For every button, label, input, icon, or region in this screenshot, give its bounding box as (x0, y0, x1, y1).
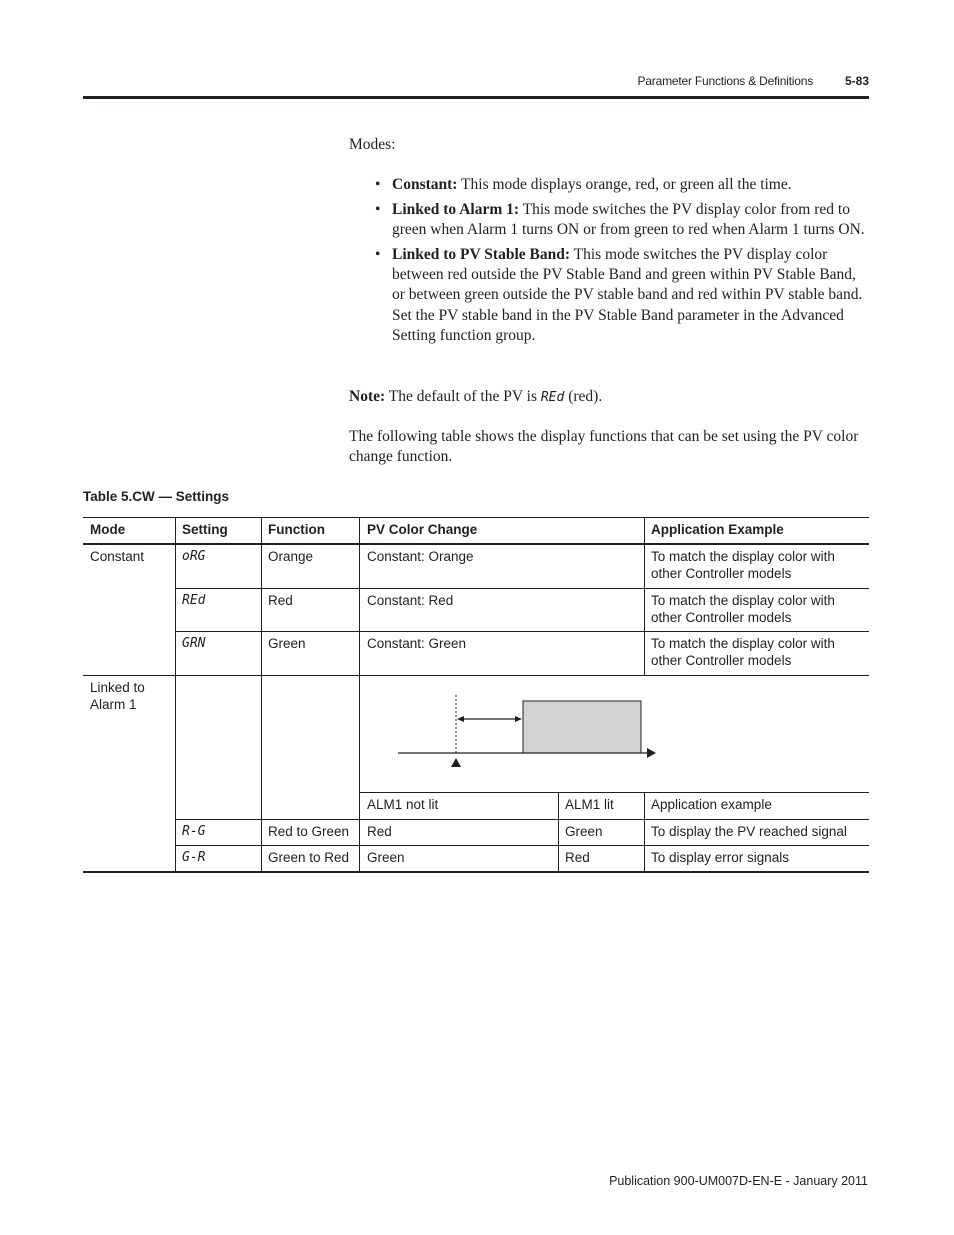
subheader-application-example: Application example (651, 797, 772, 812)
alm1-not-lit-cell: Green (367, 850, 405, 865)
row-divider (175, 819, 869, 820)
arrow-right-icon (515, 716, 522, 722)
application-example-cell: To display error signals (651, 850, 790, 865)
bullet-text: This mode switches the PV display color between red outside the PV Stable Band and green within PV Stable Band, or between green outside the PV stable band and red within PV stable band. Set the PV stable band in the PV Stable Band parameter in the Advanced Setting function group. (392, 245, 863, 345)
axis-arrow-icon (647, 748, 656, 758)
setting-code: oRG (182, 549, 206, 564)
application-example-cell: To match the display color with other Controller models (651, 636, 835, 668)
column-header-setting: Setting (182, 522, 228, 537)
row-divider (83, 675, 869, 676)
alm1-not-lit-cell: Red (367, 824, 392, 839)
pv-color-change-cell: Constant: Orange (367, 549, 474, 564)
column-divider (175, 517, 176, 872)
modes-list (375, 175, 870, 351)
setting-code: REd (182, 593, 206, 608)
setting-code: G-R (182, 850, 206, 865)
bullet-text: This mode switches the PV display color from red to green when Alarm 1 turns ON or from green to red when Alarm 1 turns ON. (392, 200, 865, 239)
note-text-before: The default of the PV is (385, 388, 541, 405)
column-header-pv-color-change: PV Color Change (367, 522, 478, 537)
arrow-left-icon (457, 716, 464, 722)
bullet-text: This mode displays orange, red, or green all the time. (457, 176, 792, 193)
note-code: REd (540, 390, 565, 405)
function-cell: Green (268, 636, 306, 651)
row-divider (175, 588, 869, 589)
column-divider (558, 792, 559, 872)
column-header-application-example: Application Example (651, 522, 784, 537)
function-cell: Green to Red (268, 850, 350, 865)
pv-color-change-cell: Constant: Red (367, 593, 454, 608)
alm1-lit-cell: Red (565, 850, 590, 865)
running-header-title: Parameter Functions & Definitions (637, 74, 813, 88)
note-paragraph (349, 387, 869, 408)
function-cell: Red (268, 593, 293, 608)
setting-code: GRN (182, 636, 206, 651)
table-caption: Table 5.CW — Settings (83, 489, 230, 504)
header-rule (83, 96, 869, 99)
column-divider (644, 517, 645, 676)
list-item (375, 175, 870, 195)
row-divider (175, 631, 869, 632)
pv-color-change-cell: Constant: Green (367, 636, 467, 651)
alarm-timing-diagram (392, 690, 662, 772)
alm1-lit-cell: Green (565, 824, 603, 839)
column-divider (644, 792, 645, 872)
page-number: 5-83 (845, 74, 870, 88)
list-item (375, 200, 870, 241)
set-point-marker-icon (451, 758, 461, 767)
alarm-on-band (523, 701, 641, 753)
column-header-function: Function (268, 522, 325, 537)
table-bottom-rule (83, 871, 869, 873)
bullet-term: Linked to PV Stable Band: (392, 245, 571, 263)
table-top-rule (83, 517, 869, 518)
bullet-term: Constant: (392, 176, 458, 193)
application-example-cell: To match the display color with other Controller models (651, 593, 835, 625)
note-text-after: (red). (564, 388, 603, 405)
note-label: Note: (349, 388, 386, 405)
column-header-mode: Mode (90, 522, 126, 537)
bullet-icon: • (375, 245, 381, 263)
mode-cell-constant: Constant (90, 549, 145, 564)
bullet-icon: • (375, 176, 381, 193)
subheader-alm1-not-lit: ALM1 not lit (367, 797, 439, 812)
list-item (375, 245, 870, 346)
intro-paragraph: The following table shows the display functions that can be set using the PV color change function. (349, 428, 859, 466)
subheader-alm1-lit: ALM1 lit (565, 797, 614, 812)
publication-footer: Publication 900-UM007D-EN-E - January 2011 (609, 1174, 868, 1188)
bullet-icon: • (375, 200, 381, 218)
application-example-cell: To match the display color with other Controller models (651, 549, 835, 581)
function-cell: Orange (268, 549, 314, 564)
function-cell: Red to Green (268, 824, 350, 839)
row-divider (175, 845, 869, 846)
application-example-cell: To display the PV reached signal (651, 824, 847, 839)
row-divider (360, 792, 869, 793)
column-divider (359, 517, 360, 872)
table-header-rule (83, 543, 869, 545)
modes-label: Modes: (349, 136, 396, 153)
mode-cell-linked-to-alarm-1: Linked to Alarm 1 (90, 680, 145, 712)
bullet-term: Linked to Alarm 1: (392, 200, 520, 218)
setting-code: R-G (182, 824, 206, 839)
column-divider (261, 517, 262, 872)
